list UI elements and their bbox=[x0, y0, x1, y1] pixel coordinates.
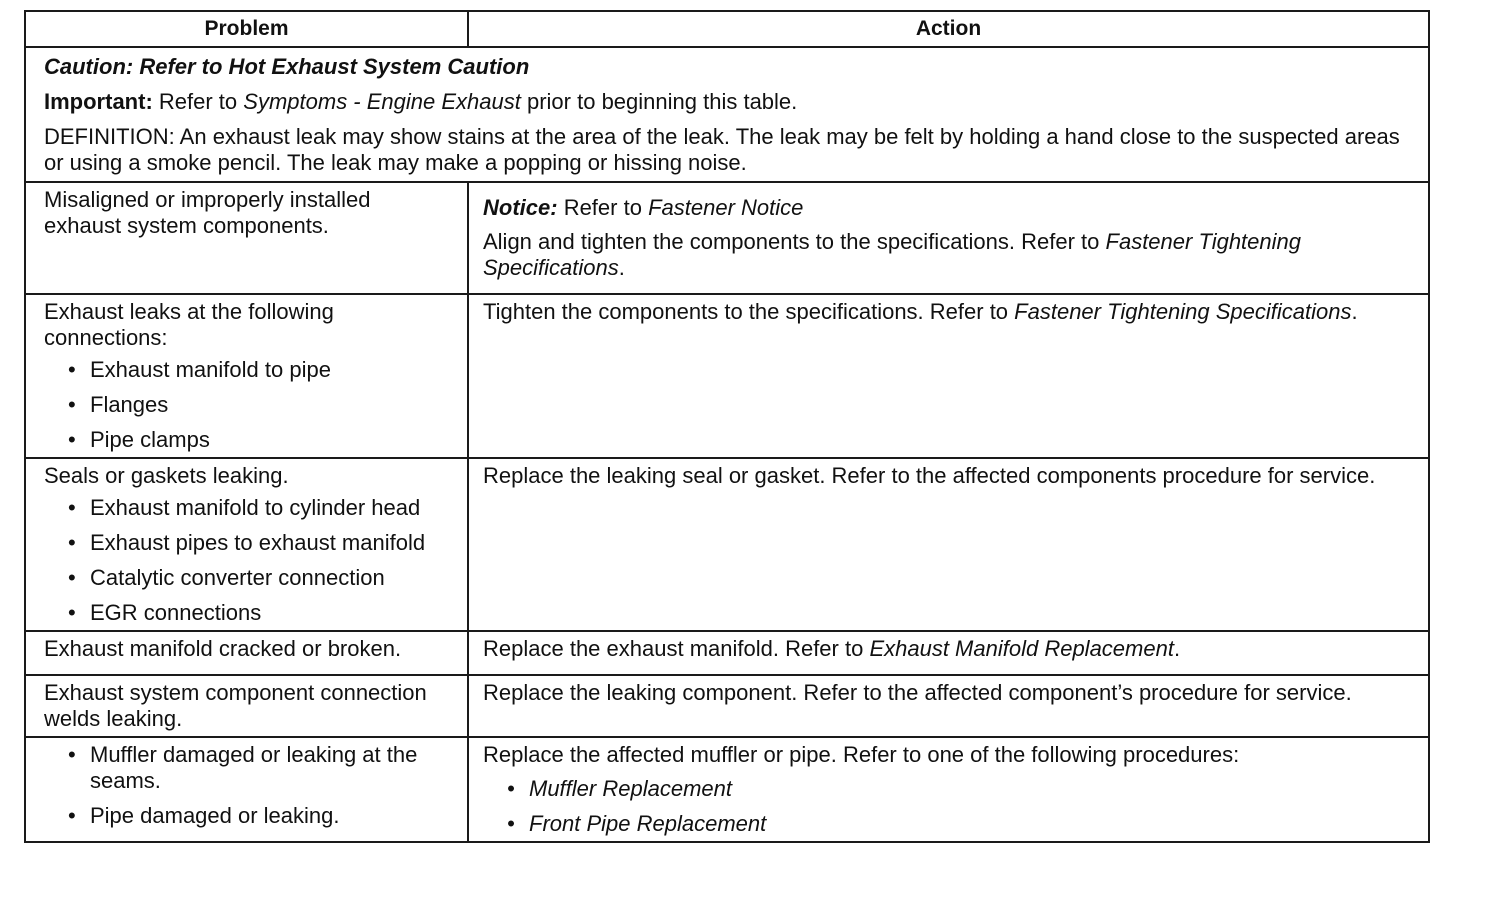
important-note bbox=[44, 89, 1414, 115]
header-row bbox=[25, 11, 1429, 47]
action-post: . bbox=[1351, 299, 1358, 324]
action-text bbox=[483, 299, 1414, 325]
list-item: • Front Pipe Replacement bbox=[483, 811, 1414, 837]
notice-note bbox=[483, 195, 1414, 221]
problem-text: Exhaust system component connection welds leaking. bbox=[44, 680, 427, 731]
table-row bbox=[25, 182, 1429, 294]
action-text bbox=[483, 229, 1414, 281]
action-post: . bbox=[1173, 636, 1181, 661]
list-item: • Flanges bbox=[44, 392, 453, 418]
problem-text: Exhaust leaks at the following connections: bbox=[44, 299, 334, 350]
problem-list bbox=[44, 357, 453, 453]
list-item: • Pipe clamps bbox=[44, 427, 453, 453]
definition-note: DEFINITION: An exhaust leak may show stains at the area of the leak. The leak may be felt by holding a hand close to the suspected areas or using a smoke pencil. The leak may make a popping or hissing noise. bbox=[44, 124, 1400, 175]
list-item: • Muffler Replacement bbox=[483, 776, 1414, 802]
problem-text: Misaligned or improperly installed exhaust system components. bbox=[44, 187, 371, 238]
action-pre: Replace the exhaust manifold. Refer to bbox=[483, 636, 864, 661]
header-action: Action bbox=[468, 11, 1429, 47]
action-cell bbox=[468, 182, 1429, 294]
notice-reference: Fastener Notice bbox=[648, 195, 804, 220]
problem-cell bbox=[25, 631, 468, 675]
action-text: Replace the affected muffler or pipe. Refer to one of the following procedures: bbox=[483, 742, 1240, 767]
intro-cell bbox=[25, 47, 1429, 182]
notice-label: Notice: bbox=[483, 195, 558, 220]
problem-cell bbox=[25, 737, 468, 842]
problem-cell bbox=[25, 458, 468, 631]
notice-pre: Refer to bbox=[563, 195, 642, 220]
problem-text: Seals or gaskets leaking. bbox=[44, 463, 289, 488]
list-item: • EGR connections bbox=[44, 600, 453, 626]
caution-note: Caution: Refer to Hot Exhaust System Caution bbox=[44, 54, 530, 79]
problem-list bbox=[44, 742, 453, 829]
list-item: • Muffler damaged or leaking at the seams. bbox=[44, 742, 453, 794]
problem-list bbox=[44, 495, 453, 626]
table-row bbox=[25, 294, 1429, 458]
important-post: prior to beginning this table. bbox=[526, 89, 798, 114]
action-cell bbox=[468, 737, 1429, 842]
problem-cell bbox=[25, 182, 468, 294]
table-row bbox=[25, 458, 1429, 631]
table-row bbox=[25, 631, 1429, 675]
action-text: Replace the leaking component. Refer to the affected component’s procedure for service. bbox=[483, 680, 1352, 705]
header-problem: Problem bbox=[25, 11, 468, 47]
important-pre: Refer to bbox=[158, 89, 238, 114]
problem-text: Exhaust manifold cracked or broken. bbox=[44, 636, 402, 661]
action-pre: Tighten the components to the specifications. Refer to bbox=[483, 299, 1009, 324]
list-item: • Catalytic converter connection bbox=[44, 565, 453, 591]
action-cell bbox=[468, 631, 1429, 675]
important-reference: Symptoms - Engine Exhaust bbox=[243, 89, 521, 114]
table-row bbox=[25, 675, 1429, 737]
action-post: . bbox=[618, 255, 625, 280]
action-text: Replace the leaking seal or gasket. Refer to the affected components procedure for service. bbox=[483, 463, 1376, 488]
action-reference: Fastener Tightening Specifications bbox=[483, 229, 1301, 280]
list-item: • Exhaust manifold to cylinder head bbox=[44, 495, 453, 521]
intro-row bbox=[25, 47, 1429, 182]
action-cell bbox=[468, 675, 1429, 737]
important-label: Important: bbox=[44, 89, 153, 114]
problem-cell bbox=[25, 294, 468, 458]
list-item: • Exhaust manifold to pipe bbox=[44, 357, 453, 383]
action-cell bbox=[468, 458, 1429, 631]
action-reference: Fastener Tightening Specifications bbox=[1014, 299, 1352, 324]
problem-cell bbox=[25, 675, 468, 737]
action-pre: Align and tighten the components to the specifications. Refer to bbox=[483, 229, 1100, 254]
list-item: • Exhaust pipes to exhaust manifold bbox=[44, 530, 453, 556]
action-list bbox=[483, 776, 1414, 837]
action-reference: Exhaust Manifold Replacement bbox=[869, 636, 1174, 661]
exhaust-diagnosis-table bbox=[24, 10, 1430, 843]
action-cell bbox=[468, 294, 1429, 458]
list-item: • Pipe damaged or leaking. bbox=[44, 803, 453, 829]
table-row bbox=[25, 737, 1429, 842]
action-text bbox=[483, 636, 1414, 662]
